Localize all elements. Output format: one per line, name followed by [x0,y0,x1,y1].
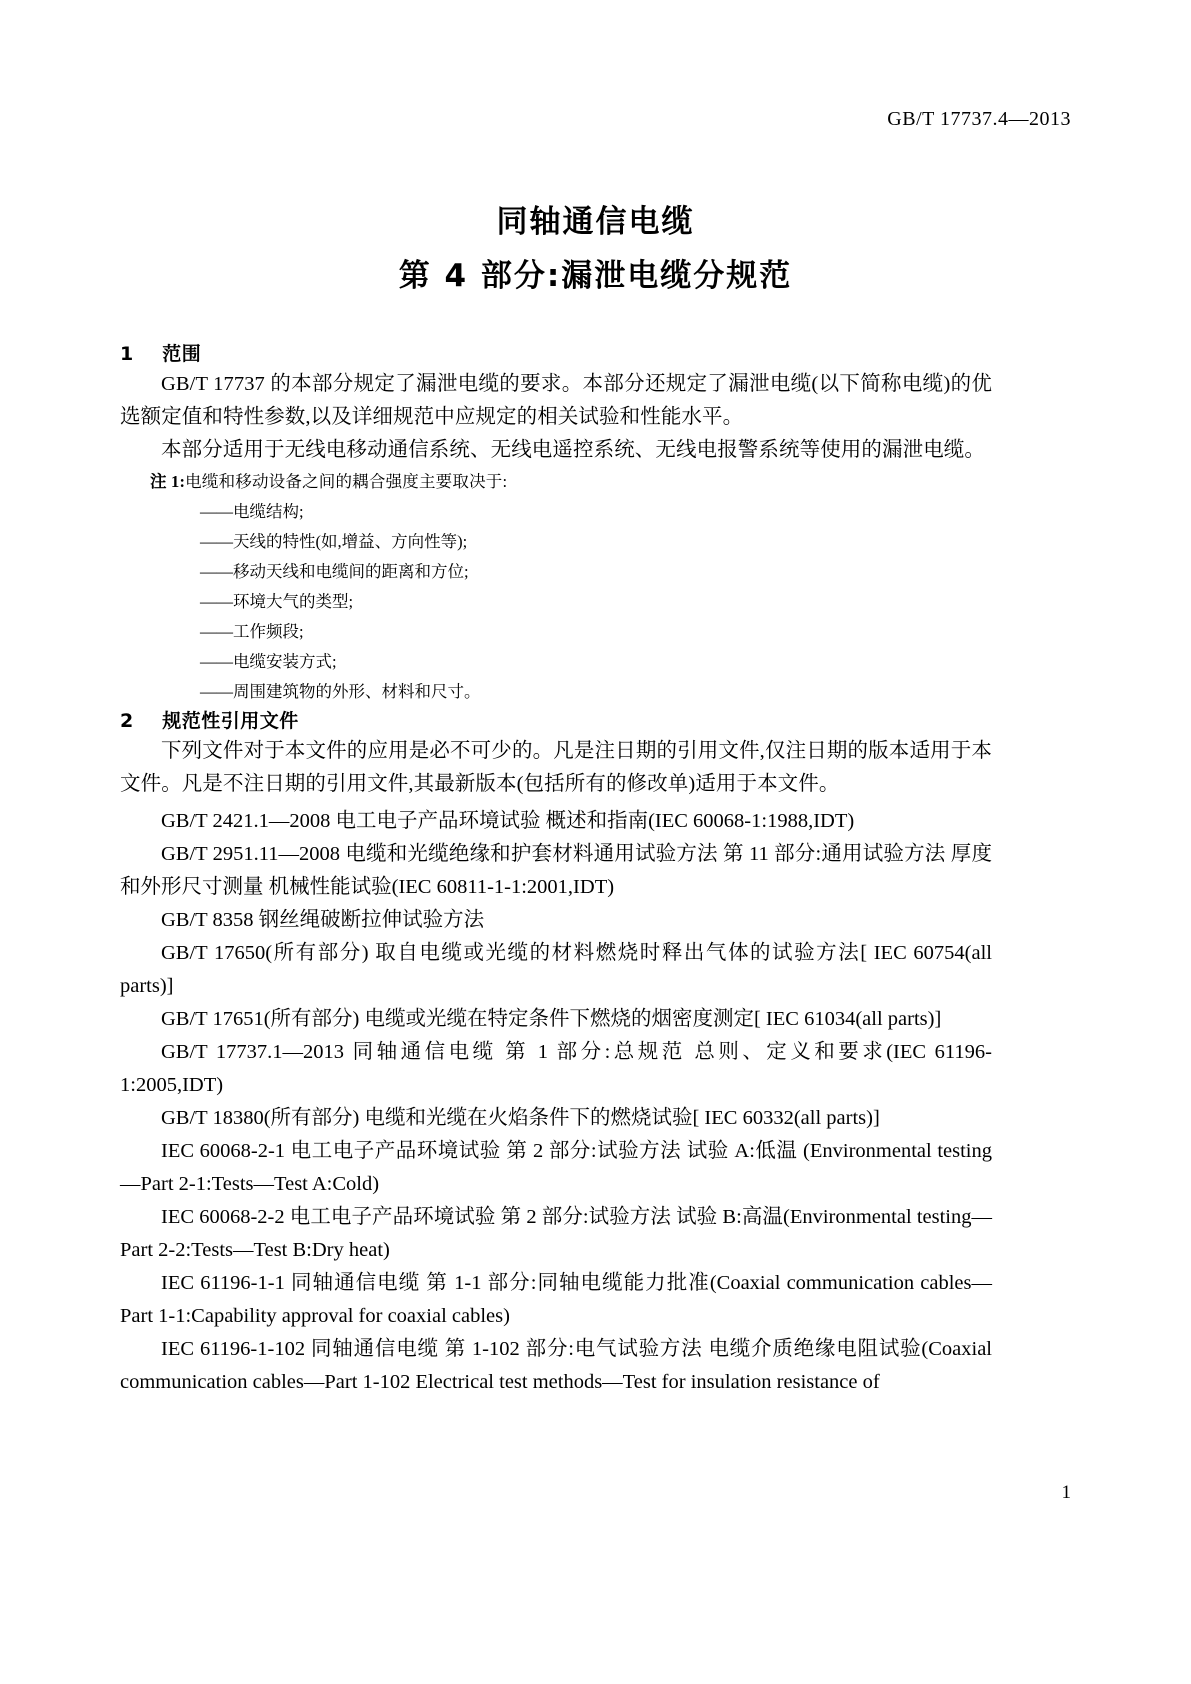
note-dash-list [120,497,992,707]
normative-reference-list [120,805,992,1399]
reference-entry: GB/T 18380(所有部分) 电缆和光缆在火焰条件下的燃烧试验[ IEC 60332(all parts)] [161,1107,880,1129]
page-number-value: 1 [1061,1482,1071,1503]
list-item: ——环境大气的类型; [200,592,354,611]
reference-entry: GB/T 17651(所有部分) 电缆或光缆在特定条件下燃烧的烟密度测定[ IEC 61034(all parts)] [161,1008,942,1030]
list-item: ——电缆结构; [200,502,304,521]
list-item: ——天线的特性(如,增益、方向性等); [200,532,468,551]
section-title-2: 规范性引用文件 [162,710,299,732]
reference-entry: GB/T 17650(所有部分) 取自电缆或光缆的材料燃烧时释出气体的试验方法[ IEC 60754(all parts)] [120,942,992,997]
list-item: ——电缆安装方式; [200,652,337,671]
list-item: ——移动天线和电缆间的距离和方位; [200,562,469,581]
note-label: 注 1: [150,472,186,491]
running-header [120,108,1071,131]
standard-number: GB/T 17737.4—2013 [887,108,1071,130]
section-title-1: 范围 [162,343,202,365]
normative-intro-paragraph: 下列文件对于本文件的应用是必不可少的。凡是注日期的引用文件,仅注日期的版本适用于本文件。凡是不注日期的引用文件,其最新版本(包括所有的修改单)适用于本文件。 [120,740,992,795]
reference-entry: GB/T 8358 钢丝绳破断拉伸试验方法 [161,909,485,931]
section-heading-normative-references [120,707,992,735]
reference-entry: IEC 60068-2-1 电工电子产品环境试验 第 2 部分:试验方法 试验 A:低温 (Environmental testing—Part 2-1:Tests—Test A:Cold) [120,1140,992,1195]
list-item: ——工作频段; [200,622,304,641]
list-item: ——周围建筑物的外形、材料和尺寸。 [200,682,481,701]
scope-paragraph-1: GB/T 17737 的本部分规定了漏泄电缆的要求。本部分还规定了漏泄电缆(以下简称电缆)的优选额定值和特性参数,以及详细规范中应规定的相关试验和性能水平。 [120,373,992,428]
reference-entry: GB/T 2421.1—2008 电工电子产品环境试验 概述和指南(IEC 60068-1:1988,IDT) [161,810,855,832]
reference-entry: GB/T 17737.1—2013 同轴通信电缆 第 1 部分:总规范 总则、定义和要求(IEC 61196-1:2005,IDT) [120,1041,992,1096]
reference-entry: GB/T 2951.11—2008 电缆和光缆绝缘和护套材料通用试验方法 第 11 部分:通用试验方法 厚度和外形尺寸测量 机械性能试验(IEC 60811-1-1:2001,IDT) [120,843,992,898]
note-text: 电缆和移动设备之间的耦合强度主要取决于: [185,472,508,491]
section-number-2: 2 [120,710,134,732]
document-title-line-1: 同轴通信电缆 [496,204,695,240]
scope-paragraph-2: 本部分适用于无线电移动通信系统、无线电遥控系统、无线电报警系统等使用的漏泄电缆。 [161,439,985,461]
scope-note [120,467,992,497]
document-title [0,198,1191,300]
page-number [120,1482,1071,1504]
section-heading-scope [120,340,992,368]
document-body [120,340,992,1399]
reference-entry: IEC 60068-2-2 电工电子产品环境试验 第 2 部分:试验方法 试验 B:高温(Environmental testing—Part 2-2:Tests—Test B:Dry heat) [120,1206,992,1261]
section-number-1: 1 [120,343,134,365]
reference-entry: IEC 61196-1-1 同轴通信电缆 第 1-1 部分:同轴电缆能力批准(Coaxial communication cables—Part 1-1:Capability approval for coaxial cables) [120,1272,992,1327]
reference-entry: IEC 61196-1-102 同轴通信电缆 第 1-102 部分:电气试验方法 电缆介质绝缘电阻试验(Coaxial communication cables—Part 1-102 Electrical test methods—Test for insulation resistance of [120,1338,992,1393]
document-title-line-2: 第 4 部分:漏泄电缆分规范 [398,258,793,294]
